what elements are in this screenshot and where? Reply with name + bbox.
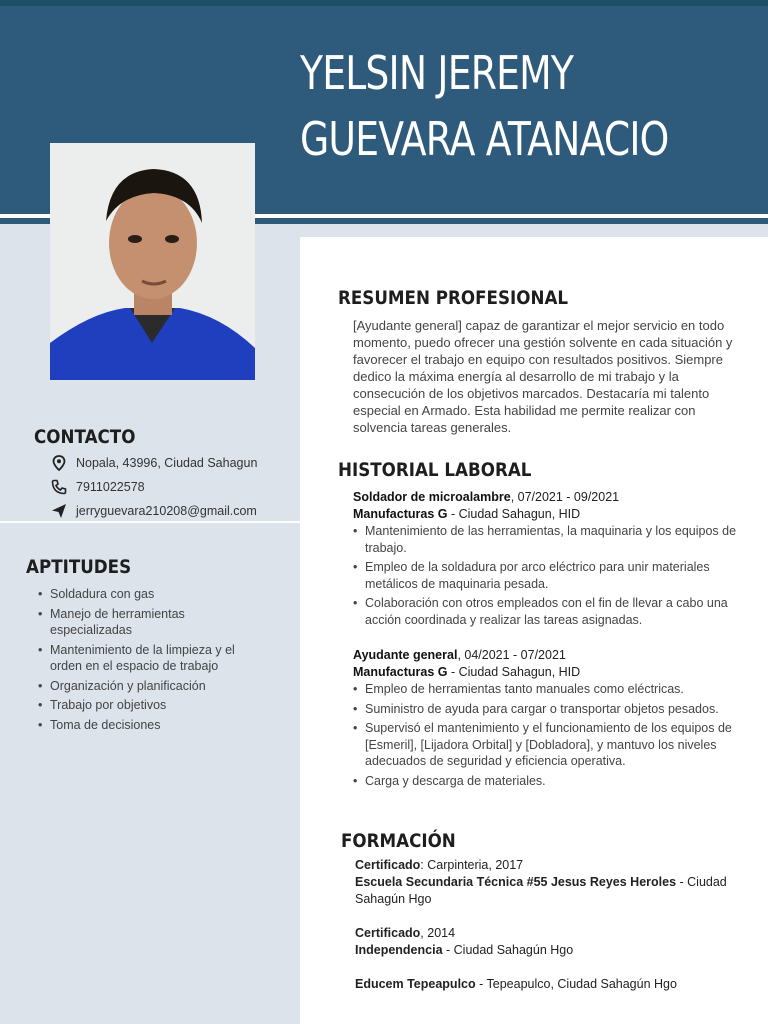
education-entry <box>355 857 750 908</box>
contact-phone <box>50 478 145 496</box>
education-school: Independencia <box>355 943 443 957</box>
education-school: Educem Tepeapulco <box>355 977 476 991</box>
job-dates: , 07/2021 - 09/2021 <box>510 490 620 504</box>
location-pin-icon <box>50 454 68 472</box>
job-company: Manufacturas G <box>353 507 448 521</box>
education-detail: : Carpinteria, 2017 <box>420 858 524 872</box>
job-bullets <box>353 681 748 789</box>
job-entry <box>353 647 748 792</box>
job-entry <box>353 489 748 631</box>
education-location: - Ciudad Sahagún Hgo <box>355 875 727 906</box>
contact-address <box>50 454 257 472</box>
education-degree: Certificado <box>355 858 421 872</box>
contact-phone-text[interactable]: 7911022578 <box>76 480 145 494</box>
candidate-name <box>300 40 669 172</box>
list-item: • Toma de decisiones <box>38 717 268 734</box>
education-location: - Ciudad Sahagún Hgo <box>442 943 574 957</box>
list-item: • Soldadura con gas <box>38 586 268 603</box>
list-item: • Manejo de herramientas especializadas <box>38 606 268 639</box>
send-icon <box>50 502 68 520</box>
education-entry <box>355 976 750 993</box>
list-item: • Empleo de la soldadura por arco eléctrico para unir materiales metálicos de maquinaria pesada. <box>353 559 748 592</box>
name-line-1: YELSIN JEREMY <box>300 46 574 100</box>
list-item: • Carga y descarga de materiales. <box>353 773 748 790</box>
history-title: HISTORIAL LABORAL <box>338 459 532 481</box>
job-role: Soldador de microalambre <box>353 490 511 504</box>
job-dates: , 04/2021 - 07/2021 <box>457 648 566 662</box>
name-line-2: GUEVARA ATANACIO <box>300 112 669 166</box>
education-location: - Tepeapulco, Ciudad Sahagún Hgo <box>475 977 677 991</box>
list-item: • Supervisó el mantenimiento y el funcionamiento de los equipos de [Esmeril], [Lijadora Orbital] y [Dobladora], y mantuvo los niveles adecuados de seguridad y eficiencia operativa. <box>353 720 748 770</box>
phone-icon <box>50 478 68 496</box>
education-degree: Certificado <box>355 926 421 940</box>
education-title: FORMACIÓN <box>341 830 456 852</box>
list-item: • Empleo de herramientas tanto manuales como eléctricas. <box>353 681 748 698</box>
contact-title: CONTACTO <box>34 426 136 448</box>
skills-list <box>38 586 268 736</box>
job-role: Ayudante general <box>353 648 458 662</box>
job-company: Manufacturas G <box>353 665 448 679</box>
education-detail: , 2014 <box>420 926 456 940</box>
education-entry <box>355 925 750 959</box>
profile-photo <box>50 143 255 380</box>
job-location: - Ciudad Sahagun, HID <box>447 665 581 679</box>
skills-title: APTITUDES <box>26 556 132 578</box>
list-item: • Mantenimiento de las herramientas, la maquinaria y los equipos de trabajo. <box>353 523 748 556</box>
list-item: • Organización y planificación <box>38 678 268 695</box>
sidebar-divider <box>0 521 300 523</box>
person-portrait-icon <box>50 143 255 380</box>
list-item: • Suministro de ayuda para cargar o transportar objetos pesados. <box>353 701 748 718</box>
list-item: • Mantenimiento de la limpieza y el orden en el espacio de trabajo <box>38 642 268 675</box>
education-school: Escuela Secundaria Técnica #55 Jesus Reyes Heroles <box>355 875 677 889</box>
contact-email <box>50 502 257 520</box>
job-bullets <box>353 523 748 628</box>
contact-email-text[interactable]: jerryguevara210208@gmail.com <box>76 504 257 518</box>
list-item: • Trabajo por objetivos <box>38 697 268 714</box>
list-item: • Colaboración con otros empleados con el fin de llevar a cabo una acción coordinada y realizar las tareas asignadas. <box>353 595 748 628</box>
summary-text: [Ayudante general] capaz de garantizar el mejor servicio en todo momento, puedo ofrecer una gestión solvente en cada situación y favorecer el trabajo en equipo con resultados positivos. Siempre dedico la máxima energía al desarrollo de mi trabajo y la consecución de los objetivos marcados. Destacaría mi talento especial en Armado. Esta habilidad me permite realizar con solvencia tareas generales. <box>353 318 733 435</box>
contact-address-text: Nopala, 43996, Ciudad Sahagun <box>76 456 258 470</box>
job-location: - Ciudad Sahagun, HID <box>447 507 581 521</box>
summary-title: RESUMEN PROFESIONAL <box>338 287 569 309</box>
